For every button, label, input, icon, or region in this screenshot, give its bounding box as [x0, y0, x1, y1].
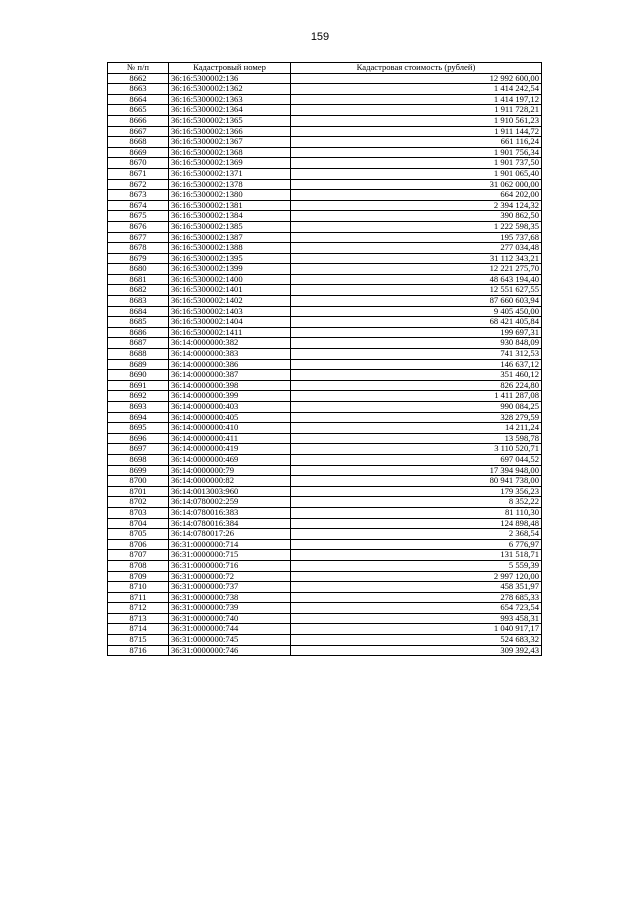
row-number-cell: 8699	[108, 465, 169, 476]
cadastral-number-cell: 36:14:0780016:384	[169, 518, 291, 529]
row-number-cell: 8673	[108, 190, 169, 201]
row-number-cell: 8695	[108, 423, 169, 434]
header-cadastral-value: Кадастровая стоимость (рублей)	[291, 63, 542, 74]
cadastral-value-cell: 351 460,12	[291, 370, 542, 381]
cadastral-value-cell: 1 222 598,35	[291, 221, 542, 232]
cadastral-number-cell: 36:16:5300002:1366	[169, 126, 291, 137]
row-number-cell: 8703	[108, 507, 169, 518]
cadastral-value-cell: 80 941 738,00	[291, 476, 542, 487]
cadastral-number-cell: 36:31:0000000:737	[169, 582, 291, 593]
table-row	[108, 465, 542, 476]
cadastral-value-cell: 664 202,00	[291, 190, 542, 201]
cadastral-number-cell: 36:16:5300002:1371	[169, 168, 291, 179]
cadastral-number-cell: 36:16:5300002:136	[169, 73, 291, 84]
cadastral-value-cell: 1 911 144,72	[291, 126, 542, 137]
cadastral-value-cell: 524 683,32	[291, 635, 542, 646]
cadastral-number-cell: 36:14:0000000:410	[169, 423, 291, 434]
row-number-cell: 8715	[108, 635, 169, 646]
table-row	[108, 433, 542, 444]
cadastral-value-cell: 131 518,71	[291, 550, 542, 561]
table-row	[108, 211, 542, 222]
row-number-cell: 8710	[108, 582, 169, 593]
row-number-cell: 8672	[108, 179, 169, 190]
cadastral-value-cell: 1 901 065,40	[291, 168, 542, 179]
page-number: 159	[310, 31, 330, 43]
cadastral-number-cell: 36:14:0000000:383	[169, 349, 291, 360]
cadastral-value-cell: 741 312,53	[291, 349, 542, 360]
row-number-cell: 8662	[108, 73, 169, 84]
cadastral-value-cell: 8 352,22	[291, 497, 542, 508]
row-number-cell: 8683	[108, 296, 169, 307]
cadastral-number-cell: 36:14:0000000:405	[169, 412, 291, 423]
cadastral-number-cell: 36:14:0780002:259	[169, 497, 291, 508]
cadastral-value-cell: 458 351,97	[291, 582, 542, 593]
cadastral-value-cell: 1 040 917,17	[291, 624, 542, 635]
cadastral-value-cell: 6 776,97	[291, 539, 542, 550]
cadastral-number-cell: 36:16:5300002:1403	[169, 306, 291, 317]
table-row	[108, 550, 542, 561]
cadastral-value-cell: 1 414 242,54	[291, 84, 542, 95]
cadastral-value-cell: 930 848,09	[291, 338, 542, 349]
table-row	[108, 168, 542, 179]
table-row	[108, 412, 542, 423]
row-number-cell: 8691	[108, 380, 169, 391]
cadastral-number-cell: 36:14:0000000:79	[169, 465, 291, 476]
cadastral-value-cell: 87 660 603,94	[291, 296, 542, 307]
cadastral-value-cell: 195 737,68	[291, 232, 542, 243]
table-row	[108, 402, 542, 413]
row-number-cell: 8704	[108, 518, 169, 529]
table-row	[108, 179, 542, 190]
cadastral-value-cell: 199 697,31	[291, 327, 542, 338]
row-number-cell: 8679	[108, 253, 169, 264]
row-number-cell: 8706	[108, 539, 169, 550]
row-number-cell: 8716	[108, 645, 169, 656]
cadastral-value-cell: 68 421 405,84	[291, 317, 542, 328]
cadastral-number-cell: 36:14:0013003:960	[169, 486, 291, 497]
table-row	[108, 592, 542, 603]
cadastral-value-cell: 1 901 756,34	[291, 147, 542, 158]
cadastral-value-cell: 13 598,78	[291, 433, 542, 444]
cadastral-value-cell: 1 910 561,23	[291, 115, 542, 126]
row-number-cell: 8707	[108, 550, 169, 561]
table-row	[108, 603, 542, 614]
cadastral-value-cell: 1 901 737,50	[291, 158, 542, 169]
cadastral-value-cell: 328 279,59	[291, 412, 542, 423]
row-number-cell: 8688	[108, 349, 169, 360]
row-number-cell: 8664	[108, 94, 169, 105]
table-row	[108, 94, 542, 105]
cadastral-number-cell: 36:16:5300002:1380	[169, 190, 291, 201]
table-row	[108, 84, 542, 95]
table-row	[108, 115, 542, 126]
row-number-cell: 8702	[108, 497, 169, 508]
table-row	[108, 349, 542, 360]
cadastral-value-cell: 993 458,31	[291, 613, 542, 624]
table-row	[108, 274, 542, 285]
cadastral-value-cell: 9 405 450,00	[291, 306, 542, 317]
cadastral-value-cell: 278 685,33	[291, 592, 542, 603]
cadastral-number-cell: 36:16:5300002:1378	[169, 179, 291, 190]
cadastral-number-cell: 36:14:0000000:399	[169, 391, 291, 402]
row-number-cell: 8690	[108, 370, 169, 381]
cadastral-value-cell: 390 862,50	[291, 211, 542, 222]
header-row-number: № п/п	[108, 63, 169, 74]
cadastral-value-cell: 309 392,43	[291, 645, 542, 656]
row-number-cell: 8676	[108, 221, 169, 232]
table-row	[108, 624, 542, 635]
row-number-cell: 8697	[108, 444, 169, 455]
row-number-cell: 8700	[108, 476, 169, 487]
table-row	[108, 338, 542, 349]
cadastral-number-cell: 36:16:5300002:1362	[169, 84, 291, 95]
cadastral-number-cell: 36:16:5300002:1404	[169, 317, 291, 328]
cadastral-number-cell: 36:31:0000000:714	[169, 539, 291, 550]
cadastral-value-cell: 81 110,30	[291, 507, 542, 518]
table-row	[108, 613, 542, 624]
row-number-cell: 8686	[108, 327, 169, 338]
table-row	[108, 253, 542, 264]
row-number-cell: 8711	[108, 592, 169, 603]
cadastral-number-cell: 36:16:5300002:1365	[169, 115, 291, 126]
cadastral-value-cell: 124 898,48	[291, 518, 542, 529]
table-row	[108, 391, 542, 402]
cadastral-value-cell: 1 414 197,12	[291, 94, 542, 105]
cadastral-number-cell: 36:16:5300002:1395	[169, 253, 291, 264]
cadastral-number-cell: 36:31:0000000:740	[169, 613, 291, 624]
row-number-cell: 8675	[108, 211, 169, 222]
row-number-cell: 8713	[108, 613, 169, 624]
row-number-cell: 8663	[108, 84, 169, 95]
cadastral-number-cell: 36:14:0000000:411	[169, 433, 291, 444]
row-number-cell: 8668	[108, 137, 169, 148]
row-number-cell: 8687	[108, 338, 169, 349]
row-number-cell: 8692	[108, 391, 169, 402]
row-number-cell: 8678	[108, 243, 169, 254]
row-number-cell: 8712	[108, 603, 169, 614]
cadastral-number-cell: 36:14:0780016:383	[169, 507, 291, 518]
cadastral-number-cell: 36:14:0000000:387	[169, 370, 291, 381]
row-number-cell: 8689	[108, 359, 169, 370]
cadastral-value-cell: 1 911 728,21	[291, 105, 542, 116]
cadastral-number-cell: 36:16:5300002:1402	[169, 296, 291, 307]
cadastral-number-cell: 36:14:0000000:403	[169, 402, 291, 413]
cadastral-value-cell: 277 034,48	[291, 243, 542, 254]
table-row	[108, 221, 542, 232]
cadastral-value-cell: 2 368,54	[291, 529, 542, 540]
table-row	[108, 243, 542, 254]
table-row	[108, 539, 542, 550]
table-header	[108, 63, 542, 74]
row-number-cell: 8681	[108, 274, 169, 285]
table-row	[108, 560, 542, 571]
row-number-cell: 8696	[108, 433, 169, 444]
cadastral-value-cell: 48 643 194,40	[291, 274, 542, 285]
table-row	[108, 454, 542, 465]
cadastral-number-cell: 36:14:0000000:382	[169, 338, 291, 349]
table-row	[108, 497, 542, 508]
cadastral-number-cell: 36:14:0000000:398	[169, 380, 291, 391]
table-row	[108, 476, 542, 487]
cadastral-value-cell: 826 224,80	[291, 380, 542, 391]
row-number-cell: 8670	[108, 158, 169, 169]
cadastral-number-cell: 36:14:0000000:469	[169, 454, 291, 465]
table-row	[108, 571, 542, 582]
row-number-cell: 8714	[108, 624, 169, 635]
cadastral-number-cell: 36:16:5300002:1385	[169, 221, 291, 232]
cadastral-number-cell: 36:16:5300002:1364	[169, 105, 291, 116]
row-number-cell: 8674	[108, 200, 169, 211]
cadastral-value-cell: 697 044,52	[291, 454, 542, 465]
table-row	[108, 486, 542, 497]
header-cadastral-number: Кадастровый номер	[169, 63, 291, 74]
row-number-cell: 8693	[108, 402, 169, 413]
table-row	[108, 582, 542, 593]
table-row	[108, 306, 542, 317]
table-row	[108, 296, 542, 307]
cadastral-number-cell: 36:16:5300002:1369	[169, 158, 291, 169]
cadastral-value-cell: 12 551 627,55	[291, 285, 542, 296]
cadastral-number-cell: 36:16:5300002:1400	[169, 274, 291, 285]
table-row	[108, 73, 542, 84]
table-row	[108, 190, 542, 201]
cadastral-number-cell: 36:31:0000000:744	[169, 624, 291, 635]
cadastral-number-cell: 36:16:5300002:1387	[169, 232, 291, 243]
cadastral-value-cell: 12 221 275,70	[291, 264, 542, 275]
cadastral-value-cell: 179 356,23	[291, 486, 542, 497]
row-number-cell: 8666	[108, 115, 169, 126]
cadastral-number-cell: 36:31:0000000:746	[169, 645, 291, 656]
row-number-cell: 8680	[108, 264, 169, 275]
cadastral-number-cell: 36:16:5300002:1368	[169, 147, 291, 158]
cadastral-number-cell: 36:31:0000000:745	[169, 635, 291, 646]
cadastral-value-cell: 31 112 343,21	[291, 253, 542, 264]
cadastral-value-cell: 146 637,12	[291, 359, 542, 370]
table-body	[108, 73, 542, 656]
cadastral-value-table	[107, 62, 542, 656]
table-row	[108, 264, 542, 275]
table-row	[108, 518, 542, 529]
cadastral-value-cell: 2 394 124,32	[291, 200, 542, 211]
row-number-cell: 8694	[108, 412, 169, 423]
cadastral-number-cell: 36:14:0000000:386	[169, 359, 291, 370]
cadastral-value-cell: 1 411 287,08	[291, 391, 542, 402]
table-row	[108, 137, 542, 148]
table-row	[108, 635, 542, 646]
cadastral-number-cell: 36:16:5300002:1401	[169, 285, 291, 296]
row-number-cell: 8684	[108, 306, 169, 317]
cadastral-number-cell: 36:16:5300002:1381	[169, 200, 291, 211]
table-row	[108, 380, 542, 391]
row-number-cell: 8671	[108, 168, 169, 179]
table-row	[108, 507, 542, 518]
cadastral-value-cell: 3 110 520,71	[291, 444, 542, 455]
cadastral-number-cell: 36:16:5300002:1388	[169, 243, 291, 254]
table-row	[108, 444, 542, 455]
cadastral-number-cell: 36:31:0000000:715	[169, 550, 291, 561]
cadastral-value-cell: 661 116,24	[291, 137, 542, 148]
cadastral-value-cell: 17 394 948,00	[291, 465, 542, 476]
cadastral-value-cell: 5 559,39	[291, 560, 542, 571]
table-row	[108, 105, 542, 116]
table-row	[108, 317, 542, 328]
table-row	[108, 126, 542, 137]
cadastral-number-cell: 36:16:5300002:1384	[169, 211, 291, 222]
row-number-cell: 8669	[108, 147, 169, 158]
cadastral-number-cell: 36:31:0000000:738	[169, 592, 291, 603]
row-number-cell: 8665	[108, 105, 169, 116]
row-number-cell: 8698	[108, 454, 169, 465]
cadastral-number-cell: 36:14:0780017:26	[169, 529, 291, 540]
row-number-cell: 8682	[108, 285, 169, 296]
header-row	[108, 63, 542, 74]
table-row	[108, 529, 542, 540]
row-number-cell: 8667	[108, 126, 169, 137]
row-number-cell: 8705	[108, 529, 169, 540]
cadastral-value-cell: 31 062 000,00	[291, 179, 542, 190]
table-row	[108, 359, 542, 370]
cadastral-value-cell: 654 723,54	[291, 603, 542, 614]
row-number-cell: 8709	[108, 571, 169, 582]
cadastral-number-cell: 36:31:0000000:739	[169, 603, 291, 614]
table-row	[108, 370, 542, 381]
table-row	[108, 232, 542, 243]
row-number-cell: 8677	[108, 232, 169, 243]
cadastral-value-cell: 14 211,24	[291, 423, 542, 434]
cadastral-value-cell: 2 997 120,00	[291, 571, 542, 582]
cadastral-number-cell: 36:16:5300002:1367	[169, 137, 291, 148]
cadastral-number-cell: 36:16:5300002:1399	[169, 264, 291, 275]
row-number-cell: 8685	[108, 317, 169, 328]
row-number-cell: 8708	[108, 560, 169, 571]
table-row	[108, 285, 542, 296]
cadastral-number-cell: 36:31:0000000:72	[169, 571, 291, 582]
table-row	[108, 327, 542, 338]
table-row	[108, 423, 542, 434]
table-row	[108, 200, 542, 211]
table-row	[108, 645, 542, 656]
cadastral-number-cell: 36:31:0000000:716	[169, 560, 291, 571]
cadastral-number-cell: 36:14:0000000:419	[169, 444, 291, 455]
table-row	[108, 147, 542, 158]
cadastral-value-cell: 12 992 600,00	[291, 73, 542, 84]
cadastral-number-cell: 36:16:5300002:1363	[169, 94, 291, 105]
table-row	[108, 158, 542, 169]
row-number-cell: 8701	[108, 486, 169, 497]
cadastral-number-cell: 36:14:0000000:82	[169, 476, 291, 487]
cadastral-value-cell: 990 084,25	[291, 402, 542, 413]
cadastral-number-cell: 36:16:5300002:1411	[169, 327, 291, 338]
